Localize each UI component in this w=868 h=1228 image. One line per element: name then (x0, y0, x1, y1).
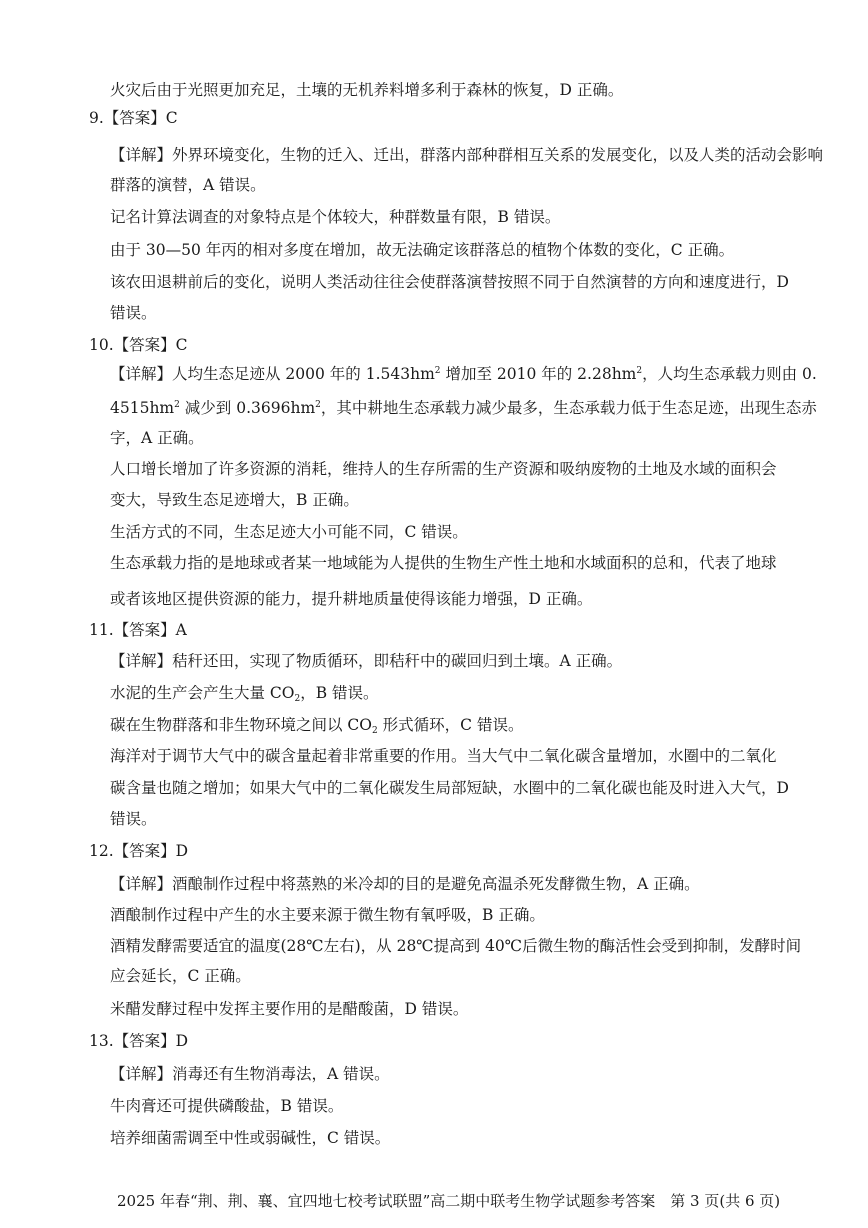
answer-text-line: 生态承载力指的是地球或者某一地域能为人提供的生物生产性土地和水域面积的总和，代表了地球 (110, 554, 777, 572)
answer-text-line: 碳在生物群落和非生物环境之间以 $CO_2$ 形式循环，C 错误。 (110, 716, 524, 736)
answer-text-line: 错误。 (110, 810, 157, 828)
answer-text-line: 或者该地区提供资源的能力，提升耕地质量使得该能力增强，D 正确。 (110, 590, 593, 608)
answer-text-line: 错误。 (110, 304, 157, 322)
answer-text-line: 酒酿制作过程中产生的水主要来源于微生物有氧呼吸，B 正确。 (110, 906, 545, 924)
answer-text-line: 【详解】人均生态足迹从 2000 年的 $1.543hm^2$ 增加至 2010 年的 $2.28hm^2$，人均生态承载力则由 0. (110, 365, 817, 383)
answer-text-line: 【详解】秸秆还田，实现了物质循环，即秸秆中的碳回归到土壤。A 正确。 (110, 652, 623, 670)
answer-text-line: $4515hm^2$ 减少到 $0.3696hm^2$，其中耕地生态承载力减少最多，生态承载力低于生态足迹，出现生态赤 (110, 399, 817, 417)
answer-text-line: 该农田退耕前后的变化，说明人类活动往往会使群落演替按照不同于自然演替的方向和速度进行，D (110, 273, 789, 291)
answer-text-line: 由于 30—50 年丙的相对多度在增加，故无法确定该群落总的植物个体数的变化，C 正确。 (110, 241, 735, 259)
answer-text-line: 字，A 正确。 (110, 429, 204, 447)
answer-text-line: 【详解】酒酿制作过程中将蒸熟的米冷却的目的是避免高温杀死发酵微生物，A 正确。 (110, 875, 700, 893)
answer-text-line: 【详解】消毒还有生物消毒法，A 错误。 (110, 1065, 390, 1083)
answer-text-line: 碳含量也随之增加；如果大气中的二氧化碳发生局部短缺，水圈中的二氧化碳也能及时进入大气，D (110, 779, 789, 797)
answer-text-line: 酒精发酵需要适宜的温度(28℃左右)，从 28℃提高到 40℃后微生物的酶活性会受到抑制，发酵时间 (110, 937, 802, 955)
question-heading: 11.【答案】A (89, 621, 187, 639)
answer-text-line: 记名计算法调查的对象特点是个体较大，种群数量有限，B 错误。 (110, 208, 561, 226)
question-heading: 12.【答案】D (89, 842, 189, 860)
answer-text-line: 牛肉膏还可提供磷酸盐，B 错误。 (110, 1097, 344, 1115)
answer-text-line: 米醋发酵过程中发挥主要作用的是醋酸菌，D 错误。 (110, 1000, 469, 1018)
question-heading: 13.【答案】D (89, 1032, 189, 1050)
answer-text-line: 水泥的生产会产生大量 $CO_2$，B 错误。 (110, 684, 379, 704)
answer-text-line: 变大，导致生态足迹增大，B 正确。 (110, 491, 359, 509)
question-heading: 10.【答案】C (89, 336, 188, 354)
answer-text-line: 【详解】外界环境变化，生物的迁入、迁出，群落内部种群相互关系的发展变化，以及人类的活动会影响 (110, 146, 824, 164)
question-heading: 9.【答案】C (89, 109, 178, 127)
answer-text-line: 人口增长增加了许多资源的消耗，维持人的生存所需的生产资源和吸纳废物的土地及水域的面积会 (110, 460, 777, 478)
answer-text-line: 海洋对于调节大气中的碳含量起着非常重要的作用。当大气中二氧化碳含量增加，水圈中的二氧化 (110, 747, 777, 765)
answer-text-line: 生活方式的不同，生态足迹大小可能不同，C 错误。 (110, 523, 468, 541)
answer-text-line: 火灾后由于光照更加充足，土壤的无机养料增多利于森林的恢复，D 正确。 (110, 81, 624, 99)
page-footer: 2025 年春“荆、荆、襄、宜四地七校考试联盟”高二期中联考生物学试题参考答案 第 3 页(共 6 页) (117, 1192, 781, 1210)
answer-text-line: 培养细菌需调至中性或弱碱性，C 错误。 (110, 1129, 391, 1147)
answer-text-line: 群落的演替，A 错误。 (110, 176, 266, 194)
answer-text-line: 应会延长，C 正确。 (110, 967, 251, 985)
